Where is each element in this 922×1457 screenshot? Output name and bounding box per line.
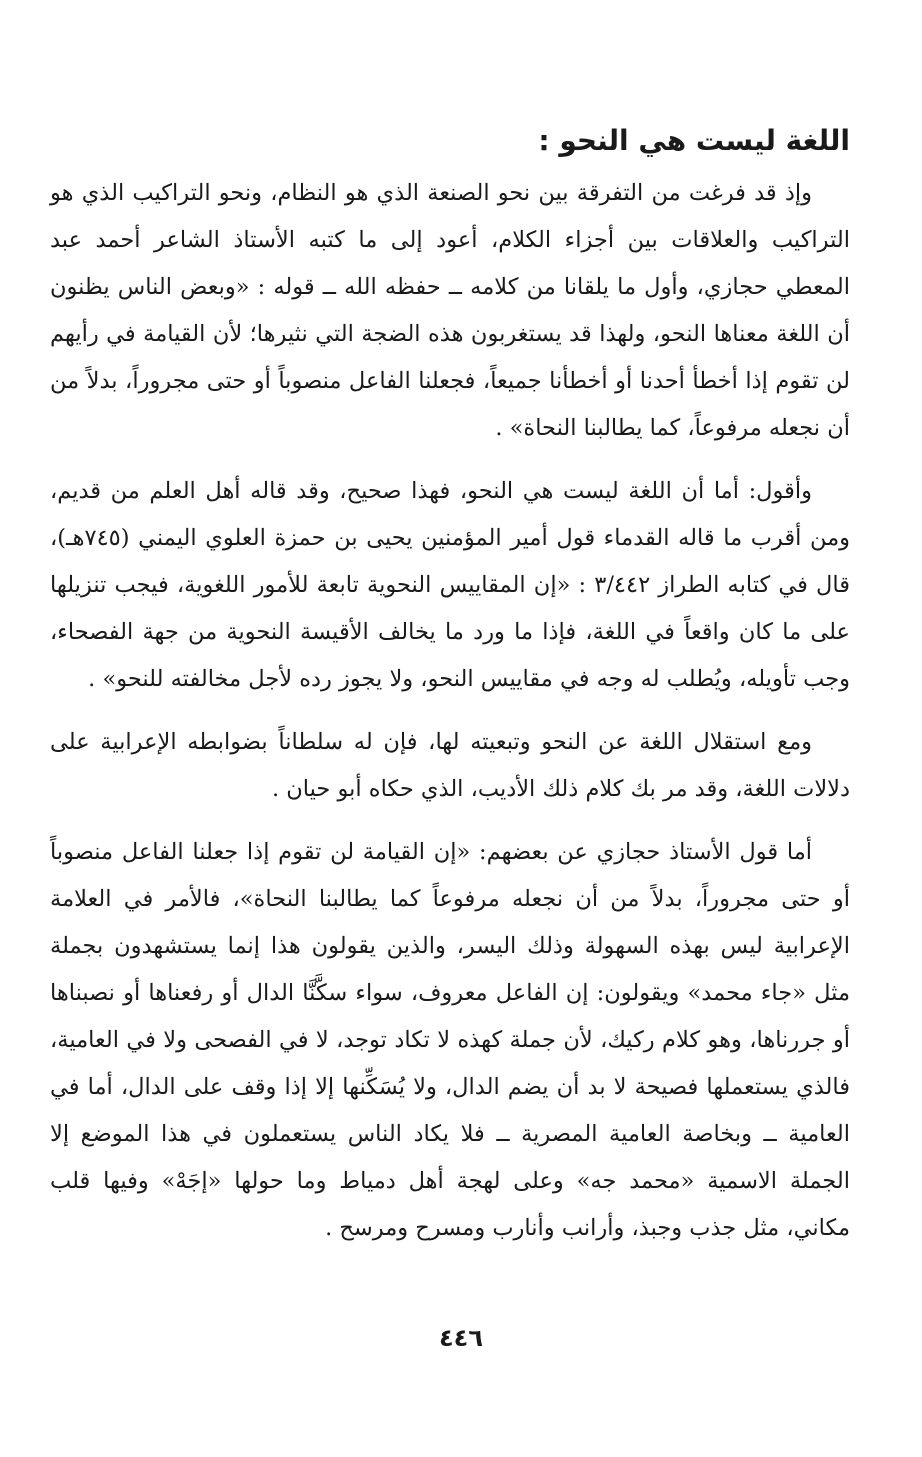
paragraph-1: وإذ قد فرغت من التفرقة بين نحو الصنعة الذي هو النظام، ونحو التراكيب الذي هو التراكيب والعلاقات بين أجزاء الكلام، أعود إلى ما كتبه الأستاذ الشاعر أحمد عبد المعطي حجازي، وأول ما يلقانا من كلامه ــ حفظه الله ــ قوله : «وبعض الناس يظنون أن اللغة معناها النحو، ولهذا قد يستغربون هذه الضجة التي نثيرها؛ لأن القيامة في رأيهم لن تقوم إذا أخطأ أحدنا أو أخطأنا جميعاً، فجعلنا الفاعل منصوباً أو حتى مجروراً، بدلاً من أن نجعله مرفوعاً، كما يطالبنا النحاة» . bbox=[50, 180, 850, 441]
paragraph-2: وأقول: أما أن اللغة ليست هي النحو، فهذا صحيح، وقد قاله أهل العلم من قديم، ومن أقرب ما قاله القدماء قول أمير المؤمنين يحيى بن حمزة العلوي اليمني (٧٤٥هـ)، قال في كتابه الطراز ٣/٤٤٢ : «إن المقاييس النحوية تابعة للأمور اللغوية، فيجب تنزيلها على ما كان واقعاً في اللغة، فإذا ما ورد ما يخالف الأقيسة النحوية من جهة الفصحاء، وجب تأويله، ويُطلب له وجه في مقاييس النحو، ولا يجوز رده لأجل مخالفته للنحو» . bbox=[50, 478, 850, 692]
paragraph-3: ومع استقلال اللغة عن النحو وتبعيته لها، فإن له سلطاناً بضوابطه الإعرابية على دلالات اللغة، وقد مر بك كلام ذلك الأديب، الذي حكاه أبو حيان . bbox=[50, 729, 850, 802]
section-heading: اللغة ليست هي النحو : bbox=[538, 124, 850, 157]
page-body bbox=[50, 118, 850, 1268]
paragraph-4: أما قول الأستاذ حجازي عن بعضهم: «إن القيامة لن تقوم إذا جعلنا الفاعل منصوباً أو حتى مجروراً، بدلاً من أن نجعله مرفوعاً كما يطالبنا النحاة»، فالأمر في العلامة الإعرابية ليس بهذه السهولة وذلك اليسر، والذين يقولون هذا إنما يستشهدون بجملة مثل «جاء محمد» ويقولون: إن الفاعل معروف، سواء سكَّنَّا الدال أو رفعناها أو نصبناها أو جررناها، وهو كلام ركيك، لأن جملة كهذه لا تكاد توجد، لا في الفصحى ولا في العامية، فالذي يستعملها فصيحة لا بد أن يضم الدال، ولا يُسَكِّنها إلا إذا وقف على الدال، أما في العامية ــ وبخاصة العامية المصرية ــ فلا يكاد الناس يستعملون في هذا الموضع إلا الجملة الاسمية «محمد جه» وعلى لهجة أهل دمياط وما حولها «إجَهْ» وفيها قلب مكاني، مثل جذب وجبذ، وأرانب وأنارب ومسرح ومرسح . bbox=[50, 839, 850, 1241]
page-number: ٤٤٦ bbox=[439, 1324, 483, 1352]
